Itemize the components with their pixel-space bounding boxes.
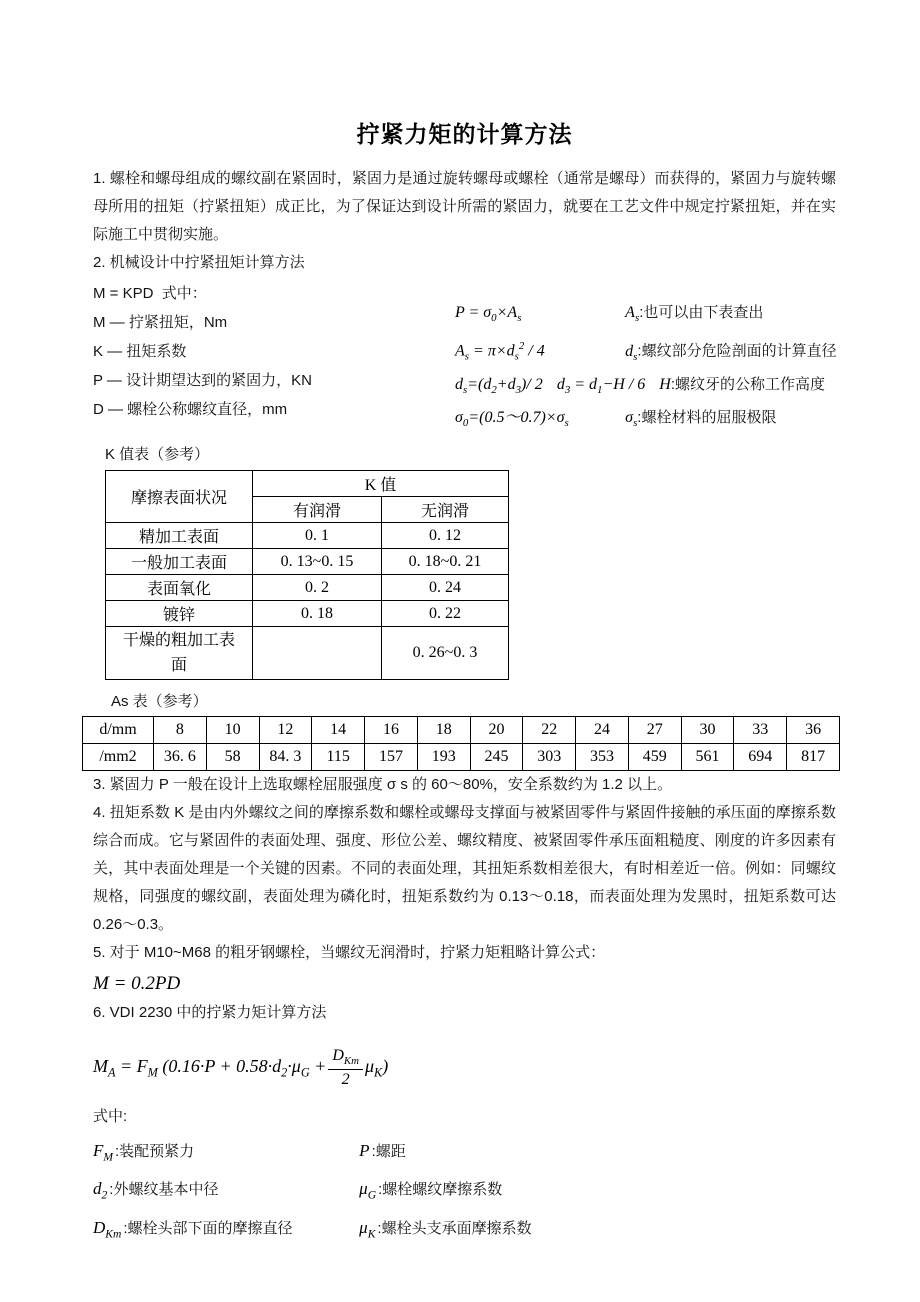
as-table-cell: 157 [365, 744, 418, 771]
formula-block [455, 299, 847, 437]
as-table-cell: 561 [681, 744, 734, 771]
k-table-row [106, 601, 509, 627]
k-table-row [106, 549, 509, 575]
as-table-cell: 84. 3 [259, 744, 312, 771]
as-table-cell: 115 [312, 744, 365, 771]
as-table-cell: 18 [417, 717, 470, 744]
formula-m-kpd-suffix: 式中： [161, 285, 207, 302]
as-table-cell: 694 [734, 744, 787, 771]
k-table-row [106, 575, 509, 601]
k-table-cell: 0. 22 [382, 601, 509, 627]
paragraph-4: 4. 扭矩系数 K 是由内外螺纹之间的摩擦系数和螺栓或螺母支撑面与被紧固零件与紧固件接触的承压面的摩擦系数综合而成。它与紧固件的表面处理、强度、形位公差、螺纹精度、被紧固零件承压面粗糙度、刚度的许多因素有关，其中表面处理是一个关键的因素。不同的表面处理，其扭矩系数相差很大，有时相差近一倍。例如：同螺纹规格，同强度的螺纹副，表面处理为磷化时，扭矩系数约为 0.13～0.18，而表面处理为发黑时，扭矩系数可达 0.26～0.3。 [93, 804, 836, 933]
formula-ma-rhs: $\mu_K$) [365, 1055, 389, 1080]
k-table-cell: 镀锌 [106, 601, 253, 627]
as-table-cell: 14 [312, 717, 365, 744]
as-table-cell: d/mm [83, 717, 154, 744]
paragraph-5: 5. 对于 M10~M68 的粗牙钢螺栓，当螺纹无润滑时，拧紧力矩粗略计算公式： [93, 944, 606, 961]
formula-row-4 [455, 404, 847, 437]
formula-ma-frac-denominator: 2 [341, 1070, 350, 1088]
section2-body [93, 279, 836, 429]
k-table-cell: 0. 12 [382, 523, 509, 549]
k-table-row [106, 627, 509, 680]
formula-ma-fraction [328, 1047, 363, 1088]
formula-ma-lhs: $M_A = F_M$ ($0.16\cdot P + 0.58\cdot d_2\cdot\mu_G$ + [93, 1055, 327, 1080]
k-table-header-row-1 [106, 471, 509, 497]
as-table-cell: 16 [365, 717, 418, 744]
formula-m-kpd-expr: M = KPD [93, 285, 154, 302]
formula-ma-frac-numerator: $D_{Km}$ [328, 1047, 363, 1069]
k-table-col-header: 摩擦表面状况 [106, 471, 253, 523]
vdi-definition-row [93, 1173, 836, 1211]
note-sigmas-var: $\sigma_s$ [625, 408, 638, 430]
note-sigmas-text: :螺栓材料的屈服极限 [637, 408, 777, 426]
as-table-cell: 30 [681, 717, 734, 744]
as-table-cell: 459 [628, 744, 681, 771]
k-table-cell: 0. 2 [253, 575, 382, 601]
vdi-definition-row [93, 1135, 836, 1173]
definition-k: K — 扭矩系数 [93, 343, 187, 360]
as-table-cell: 817 [787, 744, 840, 771]
definition-m: M — 拧紧扭矩，Nm [93, 314, 228, 331]
formula-as: $A_s = \pi\times d_s^2 / 4$ [455, 340, 545, 363]
formula-row-3 [455, 371, 847, 404]
as-table-row-d [83, 717, 840, 744]
def-fm-text: :装配预紧力 [115, 1143, 195, 1160]
formula-p: $P = \sigma_0\times A_s$ [455, 304, 522, 325]
k-table-cell: 一般加工表面 [106, 549, 253, 575]
def-p-text: :螺距 [371, 1143, 406, 1160]
k-table-cell: 0. 13~0. 15 [253, 549, 382, 575]
definition-p: P — 设计期望达到的紧固力，KN [93, 372, 312, 389]
k-table-cell: 精加工表面 [106, 523, 253, 549]
formula-ds: $d_s=(d_2+d_3)/$ 2 [455, 375, 543, 396]
definition-d: D — 螺栓公称螺纹直径，mm [93, 401, 288, 418]
note-h-var: H [659, 375, 671, 393]
note-as-text: :也可以由下表查出 [639, 304, 764, 321]
k-table-cell: 0. 26~0. 3 [382, 627, 509, 680]
formula-row-1 [455, 299, 847, 332]
as-table-cell: 8 [154, 717, 207, 744]
def-dkm-var: $D_{Km}$ [93, 1217, 122, 1241]
as-table-cell: 36. 6 [154, 744, 207, 771]
formula-ma [93, 1041, 836, 1095]
section6-heading: 6. VDI 2230 中的拧紧力矩计算方法 [93, 1004, 327, 1021]
vdi-definitions [93, 1135, 836, 1250]
def-p-var: P [359, 1141, 370, 1160]
as-table-cell: 24 [576, 717, 629, 744]
as-table-title: As 表（参考） [111, 693, 208, 710]
def-mug-text: :螺栓螺纹摩擦系数 [378, 1181, 503, 1199]
k-table-row [106, 523, 509, 549]
as-table-cell: 353 [576, 744, 629, 771]
def-muk-var: $\mu_K$ [359, 1217, 376, 1241]
k-table-subheader-dry: 无润滑 [382, 497, 509, 523]
as-table [82, 716, 840, 771]
formula-row-2 [455, 332, 847, 371]
as-table-row-area [83, 744, 840, 771]
def-fm-var: $F_M$ [93, 1141, 114, 1164]
formula-m-02pd: M = 0.2PD [93, 973, 181, 994]
as-table-cell: 12 [259, 717, 312, 744]
paragraph-3: 3. 紧固力 P 一般在设计上选取螺栓屈服强度 σ s 的 60～80%，安全系数约为 1.2 以上。 [93, 776, 673, 793]
formula-sigma0: $\sigma_0=(0.5\sim 0.7)\times\sigma_s$ [455, 408, 569, 430]
as-table-cell: 27 [628, 717, 681, 744]
as-table-cell: 10 [206, 717, 259, 744]
k-table-cell-text: 干燥的粗加工表面 [122, 632, 235, 674]
note-h-text: :螺纹牙的公称工作高度 [670, 375, 826, 393]
as-table-cell: 303 [523, 744, 576, 771]
k-table-subheader-lubricated: 有润滑 [253, 497, 382, 523]
page-title: 拧紧力矩的计算方法 [356, 122, 573, 147]
k-table-cell: 0. 18~0. 21 [382, 549, 509, 575]
def-dkm-text: :螺栓头部下面的摩擦直径 [123, 1219, 293, 1237]
k-table-cell [253, 627, 382, 680]
vdi-definition-row [93, 1212, 836, 1250]
as-table-cell: 245 [470, 744, 523, 771]
as-table-cell: 58 [206, 744, 259, 771]
k-table [105, 470, 509, 680]
where-label: 式中: [93, 1108, 128, 1125]
as-table-cell: 193 [417, 744, 470, 771]
note-as-var: $A_s$ [625, 304, 640, 325]
as-table-cell: 36 [787, 717, 840, 744]
k-table-cell: 0. 18 [253, 601, 382, 627]
paragraph-1: 1. 螺栓和螺母组成的螺纹副在紧固时，紧固力是通过旋转螺母或螺栓（通常是螺母）而获得的，紧固力与旋转螺母所用的扭矩（拧紧扭矩）成正比，为了保证达到设计所需的紧固力，就要在工艺文件中规定拧紧扭矩，并在实际施工中贯彻实施。 [93, 170, 836, 243]
k-table-title: K 值表（参考） [105, 446, 210, 463]
def-mug-var: $\mu_G$ [359, 1179, 377, 1202]
as-table-cell: 22 [523, 717, 576, 744]
note-ds-var: $d_s$ [625, 342, 638, 363]
def-d2-var: $d_2$ [93, 1179, 108, 1202]
def-d2-text: :外螺纹基本中径 [109, 1181, 219, 1199]
def-muk-text: :螺栓头支承面摩擦系数 [377, 1219, 532, 1237]
as-table-cell: /mm2 [83, 744, 154, 771]
k-table-cell: 0. 1 [253, 523, 382, 549]
k-table-cell: 0. 24 [382, 575, 509, 601]
as-table-cell: 33 [734, 717, 787, 744]
k-table-kvalue-header: K 值 [253, 471, 509, 497]
note-ds-text: :螺纹部分危险剖面的计算直径 [637, 342, 837, 360]
section2-heading: 2. 机械设计中拧紧扭矩计算方法 [93, 254, 305, 271]
k-table-cell [106, 627, 253, 680]
as-table-cell: 20 [470, 717, 523, 744]
k-table-cell: 表面氧化 [106, 575, 253, 601]
formula-d3: $d_3 = d_1-H / 6$ [556, 375, 646, 396]
